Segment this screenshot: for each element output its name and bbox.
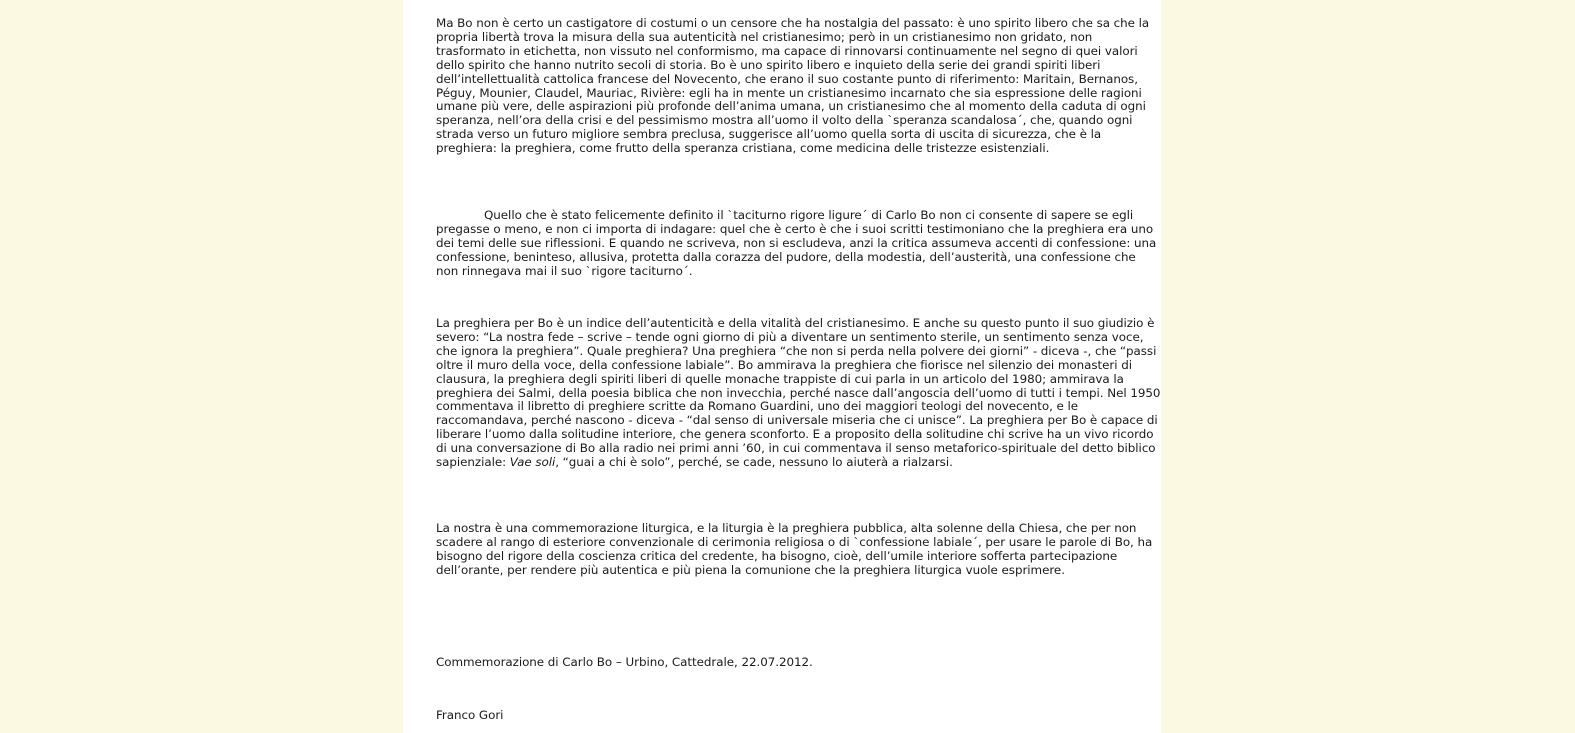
commemoration-signoff: Commemorazione di Carlo Bo – Urbino, Cattedrale, 22.07.2012. [436, 655, 813, 669]
paragraph-3-tail: , “guai a chi è solo”, perché, se cade, nessuno lo aiuterà a rialzarsi. [555, 455, 953, 470]
document-page [403, 0, 1161, 733]
paragraph-2: Quello che è stato felicemente definito il `taciturno rigore ligure´ di Carlo Bo non ci consente di sapere se egli pregasse o meno, e non ci importa di indagare: quel che è certo è che i suoi scritti testimoniano che la preghiera era uno dei temi delle sue riflessioni. E quando ne scriveva, non si escludeva, anzi la critica assumeva accenti di confessione: una confessione, beninteso, allusiva, protetta dalla corazza del pudore, della modestia, dell’austerità, una confessione che non rinnegava mai il suo `rigore taciturno´. [436, 208, 1157, 278]
paragraph-3-text: La preghiera per Bo è un indice dell’autenticità e della vitalità del cristianesimo. E anche su questo punto il suo giudizio è severo: “La nostra fede – scrive – tende ogni giorno di più a diventare un sentimento sterile, un sentimento senza voce, che ignora la preghiera”. Quale preghiera? Una preghiera “che non si perda nella polvere dei giorni” - diceva -, che “passi oltre il muro della voce, della confessione labiale”. Bo ammirava la preghiera che fiorisce nel silenzio dei monasteri di clausura, la preghiera degli spiriti liberi di quelle monache trappiste di cui parla in un articolo del 1980; ammirava la preghiera dei Salmi, della poesia biblica che non invecchia, perché nasce dall’angoscia dell’uomo di tutti i tempi. Nel 1950 commentava il libretto di preghiere scritte da Romano Guardini, uno dei maggiori teologi del novecento, e le raccomandava, perché nascono - diceva - “dal senso di universale miseria che ci unisce”. La preghiera per Bo è capace di liberare l’uomo dalla solitudine interiore, che genera sconforto. E a proposito della solitudine chi scrive ha un vivo ricordo di una conversazione di Bo alla radio nei primi anni ’60, in cui commentava il senso metaforico-spirituale del detto biblico sapienziale: [436, 316, 1161, 470]
paragraph-1: Ma Bo non è certo un castigatore di costumi o un censore che ha nostalgia del passato: è uno spirito libero che sa che la propria libertà trova la misura della sua autenticità nel cristianesimo; però in un cristianesimo non gridato, non trasformato in etichetta, non vissuto nel conformismo, ma capace di rinnovarsi continuamente nel segno di quei valori dello spirito che hanno nutrito secoli di storia. Bo è uno spirito libero e inquieto della serie dei grandi spiriti liberi dell’intellettualità cattolica francese del Novecento, che erano il suo costante punto di riferimento: Maritain, Bernanos, Péguy, Mounier, Claudel, Mauriac, Rivière: egli ha in mente un cristianesimo incarnato che sia espressione delle ragioni umane più vere, delle aspirazioni più profonde dell’anima umana, un cristianesimo che al momento della caduta di ogni speranza, nell’ora della crisi e del pessimismo mostra all’uomo il volto della `speranza scandalosa´, che, quando ogni strada verso un futuro migliore sembra preclusa, suggerisce all’uomo quella sorta di uscita di sicurezza, che è la preghiera: la preghiera, come frutto della speranza cristiana, come medicina delle tristezze esistenziali. [436, 16, 1150, 156]
paragraph-4: La nostra è una commemorazione liturgica, e la liturgia è la preghiera pubblica, alta solenne della Chiesa, che per non scadere al rango di esteriore convenzionale di cerimonia religiosa o di `confessione labiale´, per usare le parole di Bo, ha bisogno del rigore della coscienza critica del credente, ha bisogno, cioè, dell’umile interiore sofferta partecipazione dell’orante, per rendere più autentica e più piena la comunione che la preghiera liturgica vuole esprimere. [436, 521, 1153, 577]
author-name: Franco Gori [436, 708, 504, 722]
latin-quote: Vae soli [509, 455, 556, 470]
paragraph-3 [436, 317, 1161, 470]
